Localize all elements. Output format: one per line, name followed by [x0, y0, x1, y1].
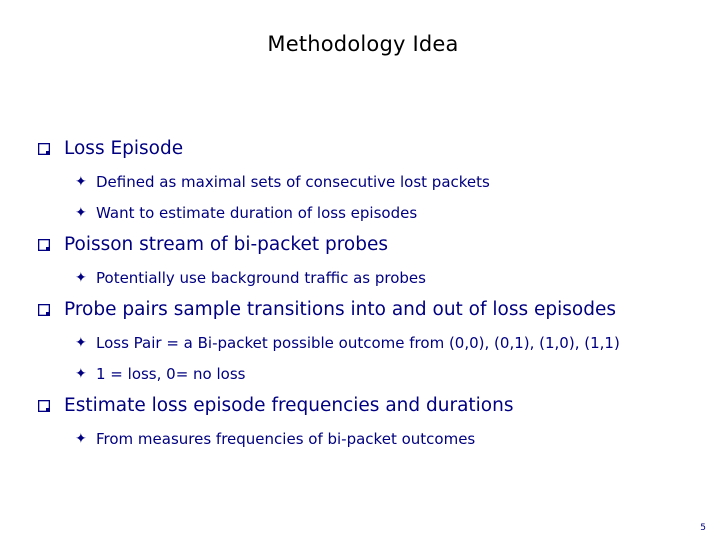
four-point-star-icon: ✦ [75, 431, 87, 447]
four-point-star-icon: ✦ [75, 205, 87, 221]
bullet-text: Probe pairs sample transitions into and out of loss episodes [64, 299, 616, 320]
sub-bullet-item [37, 429, 707, 449]
four-point-star-icon: ✦ [75, 366, 87, 382]
sub-bullet-text: Want to estimate duration of loss episodes [96, 204, 418, 222]
sub-bullet-item [37, 333, 707, 353]
q-box-bullet-icon [38, 143, 50, 155]
sub-bullet-item [37, 172, 707, 192]
bullet-item [37, 232, 707, 258]
sub-bullet-text: Potentially use background traffic as probes [96, 269, 426, 287]
sub-bullet-item [37, 203, 707, 223]
sub-bullet-text: Loss Pair = a Bi-packet possible outcome from (0,0), (0,1), (1,0), (1,1) [96, 334, 620, 352]
page-number: 5 [700, 523, 706, 533]
sub-bullet-text: 1 = loss, 0= no loss [96, 365, 246, 383]
q-box-bullet-icon [38, 239, 50, 251]
sub-bullet-item [37, 268, 707, 288]
bullet-item [37, 393, 707, 419]
sub-bullet-text: From measures frequencies of bi-packet outcomes [96, 430, 476, 448]
four-point-star-icon: ✦ [75, 335, 87, 351]
bullet-text: Loss Episode [64, 138, 184, 159]
bullet-text: Poisson stream of bi-packet probes [64, 234, 388, 255]
sub-bullet-text: Defined as maximal sets of consecutive lost packets [96, 173, 490, 191]
bullet-item [37, 136, 707, 162]
q-box-bullet-icon [38, 400, 50, 412]
four-point-star-icon: ✦ [75, 174, 87, 190]
q-box-bullet-icon [38, 304, 50, 316]
slide-title: Methodology Idea [267, 32, 459, 56]
bullet-list [37, 136, 707, 449]
bullet-text: Estimate loss episode frequencies and durations [64, 395, 514, 416]
sub-bullet-item [37, 364, 707, 384]
bullet-item [37, 297, 707, 323]
four-point-star-icon: ✦ [75, 270, 87, 286]
